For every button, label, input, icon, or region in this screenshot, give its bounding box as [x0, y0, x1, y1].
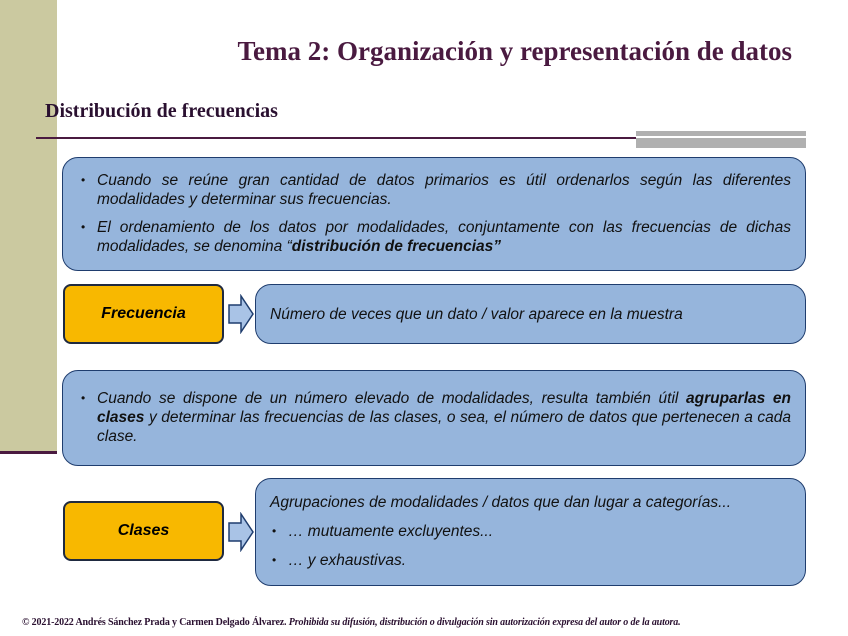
clases-label-box — [63, 501, 224, 561]
footer-notice: Prohibida su difusión, distribución o divulgación sin autorización expresa del autor o de la autora. — [288, 617, 681, 628]
clases-bullet-1: • … mutuamente excluyentes... — [270, 522, 805, 541]
divider-accent-bar — [636, 131, 806, 148]
group-bullet — [77, 389, 791, 446]
group-bullet-text-2: y determinar las frecuencias de las clases, o sea, el número de datos que pertenecen a cada clase. — [97, 409, 791, 445]
frecuencia-label-box — [63, 284, 224, 344]
frecuencia-definition: Número de veces que un dato / valor aparece en la muestra — [270, 306, 683, 323]
section-title: Distribución de frecuencias — [45, 100, 278, 122]
side-decor-line — [0, 451, 57, 454]
clases-bullet-2: • … y exhaustivas. — [270, 551, 805, 570]
clases-definition-box — [255, 478, 806, 586]
clases-label: Clases — [117, 522, 170, 539]
group-bullet-text-1: Cuando se dispone de un número elevado de modalidades, resulta también útil — [97, 390, 686, 407]
intro-bullet-1: • Cuando se reúne gran cantidad de datos primarios es útil ordenarlos según las diferentes modalidades y determinar sus frecuencias. — [77, 171, 791, 209]
group-classes-box — [62, 370, 806, 466]
slide-title: Tema 2: Organización y representación de datos — [237, 36, 792, 66]
frecuencia-definition-box — [255, 284, 806, 344]
copyright-footer — [22, 617, 842, 628]
frecuencia-label: Frecuencia — [101, 305, 186, 322]
side-decor-band — [0, 0, 57, 452]
footer-authors: © 2021-2022 Andrés Sánchez Prada y Carmen Delgado Álvarez. — [22, 617, 287, 628]
arrow-right-icon — [228, 294, 254, 334]
intro-bullet-2-text: El ordenamiento de los datos por modalidades, conjuntamente con las frecuencias de dichas modalidades, se denomina “ — [97, 219, 791, 255]
intro-bullet-2-term: distribución de frecuencias” — [291, 238, 502, 255]
clases-definition-intro: Agrupaciones de modalidades / datos que dan lugar a categorías... — [270, 494, 732, 511]
group-bullet-term: agruparlas en clases — [97, 390, 791, 426]
intro-box — [62, 157, 806, 271]
intro-bullet-2 — [77, 218, 791, 256]
arrow-right-icon — [228, 512, 254, 552]
